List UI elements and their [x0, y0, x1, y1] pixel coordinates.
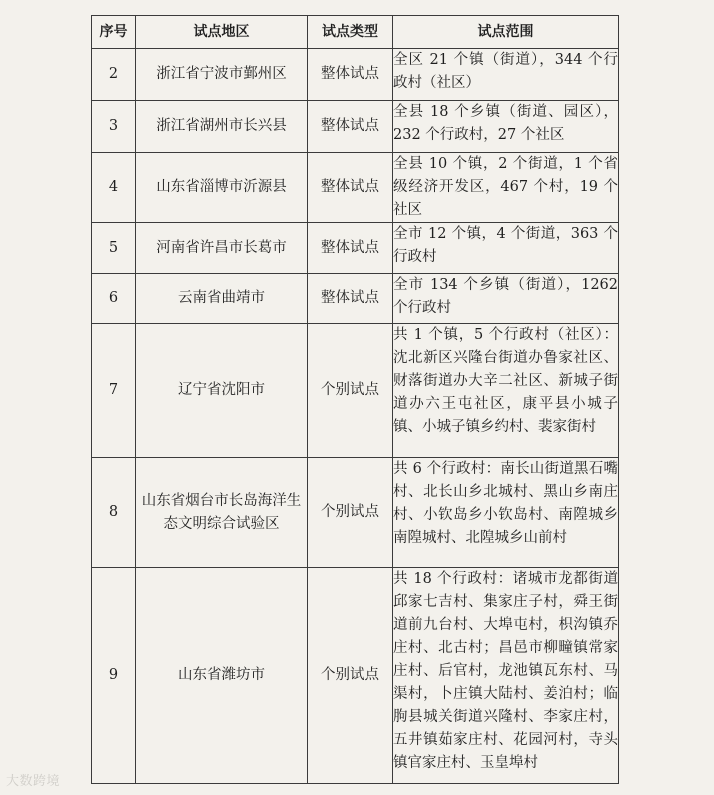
row-region: 山东省烟台市长岛海洋生态文明综合试验区 [136, 458, 308, 568]
row-scope: 全县 18 个乡镇（街道、园区），232 个行政村，27 个社区 [393, 101, 619, 153]
row-type: 个别试点 [308, 458, 393, 568]
table-row [92, 568, 619, 784]
header-region: 试点地区 [136, 16, 308, 49]
row-scope: 全市 134 个乡镇（街道），1262 个行政村 [393, 274, 619, 324]
row-scope: 共 18 个行政村：诸城市龙都街道邱家七吉村、集家庄子村，舜王街道前九台村、大埠屯村，枳沟镇乔庄村、北古村；昌邑市柳疃镇常家庄村、后官村，龙池镇瓦东村、马渠村，卜庄镇大陆村、姜泊村；临朐县城关街道兴隆村、李家庄村，五井镇茹家庄村、花园河村，寺头镇官家庄村、玉皇埠村 [393, 568, 619, 784]
table-header-row [92, 16, 619, 49]
row-scope: 共 1 个镇，5 个行政村（社区）：沈北新区兴隆台街道办鲁家社区、财落街道办大辛二社区、新城子街道办六王屯社区，康平县小城子镇、小城子镇乡约村、裴家街村 [393, 324, 619, 458]
table-row [92, 274, 619, 324]
row-number: 6 [92, 274, 136, 324]
watermark-logo: 大数跨境 [6, 774, 61, 789]
row-number: 3 [92, 101, 136, 153]
row-scope: 全县 10 个镇，2 个街道，1 个省级经济开发区，467 个村，19 个社区 [393, 153, 619, 223]
row-type: 整体试点 [308, 153, 393, 223]
row-number: 8 [92, 458, 136, 568]
row-number: 7 [92, 324, 136, 458]
row-type: 整体试点 [308, 274, 393, 324]
table-row [92, 49, 619, 101]
row-region: 山东省淄博市沂源县 [136, 153, 308, 223]
row-scope: 全市 12 个镇，4 个街道，363 个行政村 [393, 223, 619, 274]
row-region: 河南省许昌市长葛市 [136, 223, 308, 274]
row-type: 整体试点 [308, 223, 393, 274]
row-region: 山东省潍坊市 [136, 568, 308, 784]
table-row [92, 324, 619, 458]
row-type: 个别试点 [308, 324, 393, 458]
table-row [92, 223, 619, 274]
row-region: 云南省曲靖市 [136, 274, 308, 324]
header-number: 序号 [92, 16, 136, 49]
row-scope: 全区 21 个镇（街道），344 个行政村（社区） [393, 49, 619, 101]
row-number: 5 [92, 223, 136, 274]
row-number: 2 [92, 49, 136, 101]
table-row [92, 153, 619, 223]
header-type: 试点类型 [308, 16, 393, 49]
row-type: 个别试点 [308, 568, 393, 784]
table-row [92, 101, 619, 153]
row-type: 整体试点 [308, 101, 393, 153]
row-region: 浙江省湖州市长兴县 [136, 101, 308, 153]
table-row [92, 458, 619, 568]
row-scope: 共 6 个行政村：南长山街道黑石嘴村、北长山乡北城村、黑山乡南庄村、小钦岛乡小钦岛村、南隍城乡南隍城村、北隍城乡山前村 [393, 458, 619, 568]
row-number: 9 [92, 568, 136, 784]
row-region: 辽宁省沈阳市 [136, 324, 308, 458]
row-type: 整体试点 [308, 49, 393, 101]
row-region: 浙江省宁波市鄞州区 [136, 49, 308, 101]
header-scope: 试点范围 [393, 16, 619, 49]
pilot-table [91, 15, 619, 784]
row-number: 4 [92, 153, 136, 223]
